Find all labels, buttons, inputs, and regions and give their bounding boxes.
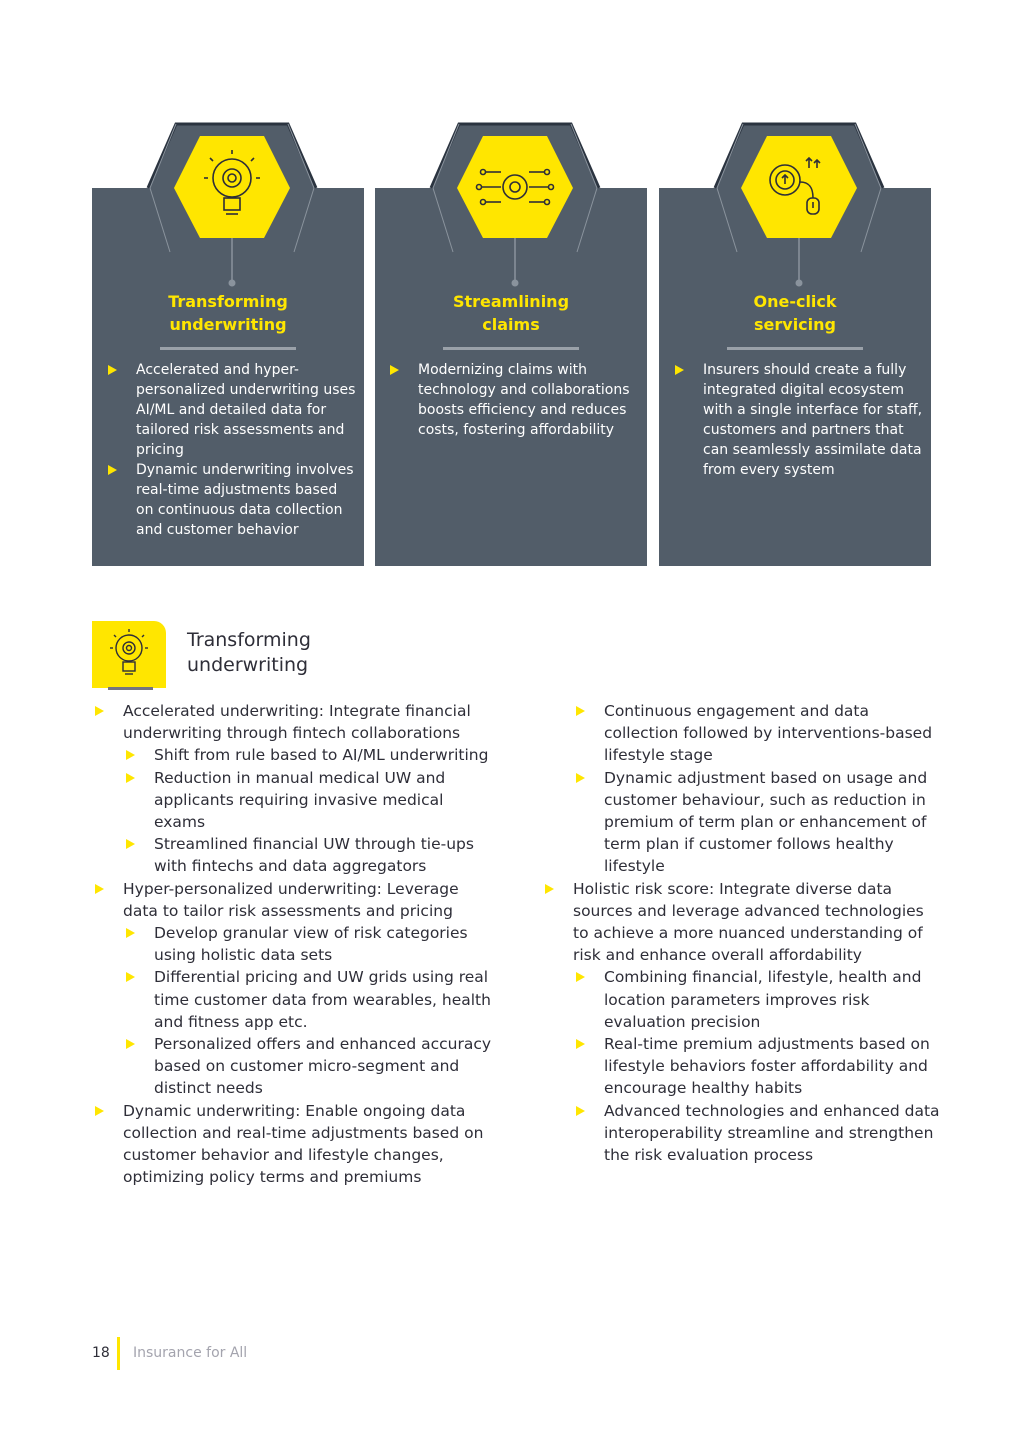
list-item xyxy=(542,1100,942,1167)
bullet-text: Continuous engagement and data collection followed by interventions-based lifestyle stage xyxy=(604,702,933,765)
right-column-list xyxy=(542,700,942,1166)
card-3-title xyxy=(659,290,931,336)
card-3-divider xyxy=(727,347,863,350)
bullet-triangle-icon xyxy=(576,773,585,783)
list-item xyxy=(108,360,358,460)
bullet-triangle-icon xyxy=(545,884,554,894)
card-3-hexagon-art xyxy=(659,120,931,290)
left-column-list xyxy=(92,700,492,1188)
list-item xyxy=(92,767,492,834)
section-title xyxy=(187,628,311,678)
lightbulb-gear-icon xyxy=(92,621,166,688)
bullet-triangle-icon xyxy=(108,465,117,475)
list-item xyxy=(92,922,492,966)
bullet-text: Combining financial, lifestyle, health and location parameters improves risk evaluation precision xyxy=(604,968,922,1031)
footer-divider xyxy=(117,1337,120,1370)
card-1-title-line-1: Transforming underwriting xyxy=(168,292,288,334)
bullet-triangle-icon xyxy=(126,750,135,760)
bullet-text: Holistic risk score: Integrate diverse data sources and leverage advanced technologies to achieve a more nuanced understanding of risk and enhance overall affordability xyxy=(573,879,924,965)
bullet-triangle-icon xyxy=(576,972,585,982)
list-item xyxy=(542,700,942,767)
list-item xyxy=(92,1100,492,1189)
bullet-triangle-icon xyxy=(675,365,684,375)
list-item xyxy=(92,700,492,744)
section-icon-tile xyxy=(92,621,166,688)
bullet-text: Develop granular view of risk categories using holistic data sets xyxy=(154,924,468,965)
card-3-bullets xyxy=(675,360,925,480)
list-item xyxy=(390,360,630,440)
card-1-divider xyxy=(160,347,296,350)
bullet-text: Streamlined financial UW through tie-ups with fintechs and data aggregators xyxy=(154,835,474,876)
bullet-triangle-icon xyxy=(390,365,399,375)
card-2-bullets xyxy=(390,360,630,440)
bullet-triangle-icon xyxy=(95,1106,104,1116)
bullet-text: Accelerated and hyper-personalized underwriting uses AI/ML and detailed data for tailored risk assessments and pricing xyxy=(136,362,356,458)
bullet-triangle-icon xyxy=(126,928,135,938)
publication-title: Insurance for All xyxy=(133,1345,248,1361)
section-icon-underline xyxy=(108,687,153,690)
bullet-triangle-icon xyxy=(108,365,117,375)
list-item xyxy=(92,966,492,1033)
bullet-triangle-icon xyxy=(576,1106,585,1116)
bullet-text: Dynamic underwriting: Enable ongoing data collection and real-time adjustments based on customer behavior and lifestyle changes, optimizing policy terms and premiums xyxy=(123,1101,484,1187)
card-1-title xyxy=(92,290,364,336)
bullet-triangle-icon xyxy=(576,706,585,716)
section-title-text: Transforming underwriting xyxy=(187,629,311,676)
bullet-text: Real-time premium adjustments based on lifestyle behaviors foster affordability and encourage healthy habits xyxy=(604,1035,930,1098)
bullet-text: Personalized offers and enhanced accuracy based on customer micro-segment and distinct needs xyxy=(154,1035,492,1098)
bullet-text: Differential pricing and UW grids using real time customer data from wearables, health and fitness app etc. xyxy=(154,968,491,1031)
list-item xyxy=(542,878,942,967)
card-2-title-text: Streamlining claims xyxy=(452,292,570,334)
list-item xyxy=(542,1033,942,1100)
bullet-text: Advanced technologies and enhanced data interoperability streamline and strengthen the risk evaluation process xyxy=(604,1101,940,1165)
bullet-triangle-icon xyxy=(95,884,104,894)
card-2-hexagon-art xyxy=(375,120,647,290)
list-item xyxy=(92,878,492,922)
list-item xyxy=(675,360,925,480)
bullet-triangle-icon xyxy=(126,773,135,783)
list-item xyxy=(542,966,942,1033)
page-number: 18 xyxy=(92,1345,110,1361)
bullet-text: Modernizing claims with technology and collaborations boosts efficiency and reduces costs, fostering affordability xyxy=(418,362,630,438)
bullet-text: Hyper-personalized underwriting: Leverage data to tailor risk assessments and pricing xyxy=(123,879,459,920)
bullet-triangle-icon xyxy=(95,706,104,716)
card-1-bullets xyxy=(108,360,358,540)
card-2-divider xyxy=(443,347,579,350)
bullet-triangle-icon xyxy=(126,1039,135,1049)
card-2-title xyxy=(375,290,647,336)
list-item xyxy=(92,833,492,877)
card-1-hexagon-art xyxy=(92,120,364,290)
bullet-triangle-icon xyxy=(126,972,135,982)
list-item xyxy=(92,744,492,766)
list-item xyxy=(542,767,942,878)
list-item xyxy=(92,1033,492,1100)
bullet-text: Dynamic underwriting involves real-time adjustments based on continuous data collection and customer behavior xyxy=(136,462,354,538)
bullet-text: Shift from rule based to AI/ML underwriting xyxy=(154,746,489,765)
bullet-text: Accelerated underwriting: Integrate financial underwriting through fintech collaborations xyxy=(123,702,471,743)
bullet-text: Insurers should create a fully integrated digital ecosystem with a single interface for staff, customers and partners that can seamlessly assimilate data from every system xyxy=(703,362,923,478)
card-3-title-text: One-click servicing xyxy=(753,292,837,334)
bullet-triangle-icon xyxy=(576,1039,585,1049)
bullet-text: Reduction in manual medical UW and applicants requiring invasive medical exams xyxy=(154,768,446,832)
bullet-triangle-icon xyxy=(126,839,135,849)
list-item xyxy=(108,460,358,540)
bullet-text: Dynamic adjustment based on usage and customer behaviour, such as reduction in premium of term plan or enhancement of term plan if customer follows healthy lifestyle xyxy=(604,768,928,876)
